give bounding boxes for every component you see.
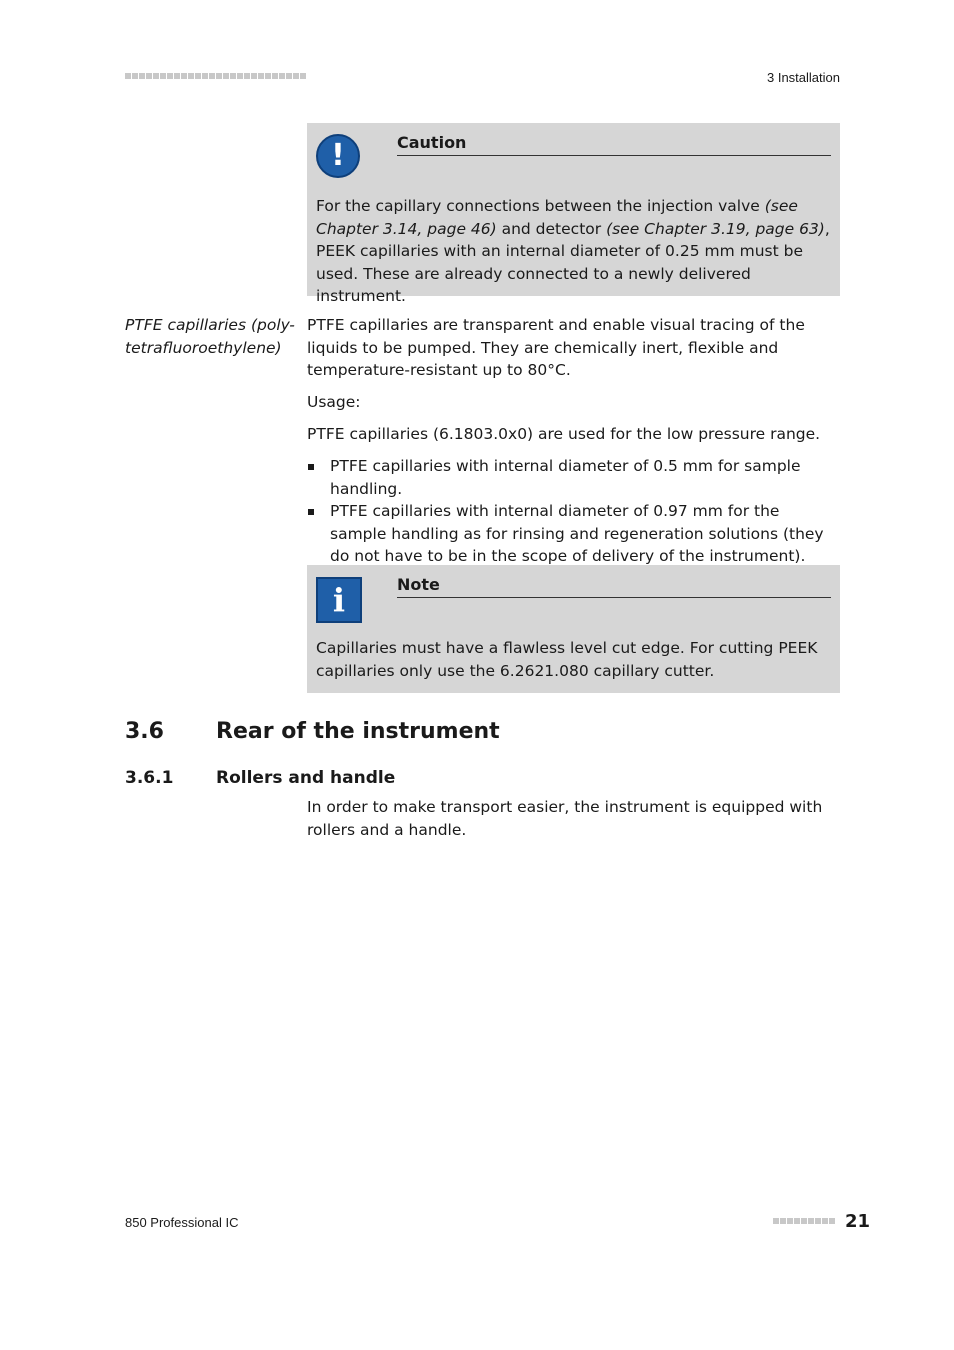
ptfe-intro: PTFE capillaries are transparent and enable visual tracing of the liquids to be pumped. They are chemically inert, flexible and temperature-resistant up to 80°C.	[307, 316, 805, 379]
note-box	[307, 565, 840, 693]
ptfe-range: PTFE capillaries (6.1803.0x0) are used for the low pressure range.	[307, 425, 821, 443]
caution-ref-link[interactable]: (see Chapter 3.14, page 46)	[316, 197, 798, 238]
caution-ref-link[interactable]: (see Chapter 3.19, page 63)	[606, 219, 825, 238]
list-item: PTFE capillaries with internal diameter of 0.97 mm for the sample handling as for rinsing and regeneration solutions (they do not have to be in the scope of delivery of the instrument).	[307, 500, 837, 568]
caution-box	[307, 123, 840, 305]
bullet-list	[307, 455, 837, 568]
header-decoration	[125, 73, 306, 79]
caution-title: Caution	[397, 133, 831, 156]
section-title: Rear of the instrument	[216, 719, 500, 744]
caution-text-part: For the capillary connections between the injection valve	[316, 197, 765, 215]
exclamation-icon: !	[316, 134, 360, 178]
subsection-text: In order to make transport easier, the instrument is equipped with rollers and a handle.	[307, 798, 823, 839]
note-title: Note	[397, 575, 831, 598]
margin-label: PTFE capillaries (poly-tetrafluoroethylene)	[125, 316, 295, 357]
caution-text	[316, 195, 830, 308]
footer-decoration	[773, 1218, 835, 1224]
caution-text-part: and detector	[496, 219, 607, 238]
subsection-title: Rollers and handle	[216, 768, 396, 788]
note-text: Capillaries must have a flawless level cut edge. For cutting PEEK capillaries only use the 6.2621.080 capillary cutter.	[316, 639, 818, 680]
subsection-number: 3.6.1	[125, 768, 174, 788]
section-number: 3.6	[125, 719, 164, 744]
caution-text-part: , PEEK capillaries with an internal diameter of 0.25 mm must be used. These are already connected to a newly delivered instrument.	[316, 219, 830, 305]
page-number: 21	[845, 1211, 871, 1232]
footer-product: 850 Professional IC	[125, 1215, 239, 1230]
usage-label: Usage:	[307, 393, 361, 411]
info-icon: i	[316, 577, 362, 623]
list-item: PTFE capillaries with internal diameter of 0.5 mm for sample handling.	[307, 455, 837, 500]
header-section-title: 3 Installation	[767, 70, 840, 85]
